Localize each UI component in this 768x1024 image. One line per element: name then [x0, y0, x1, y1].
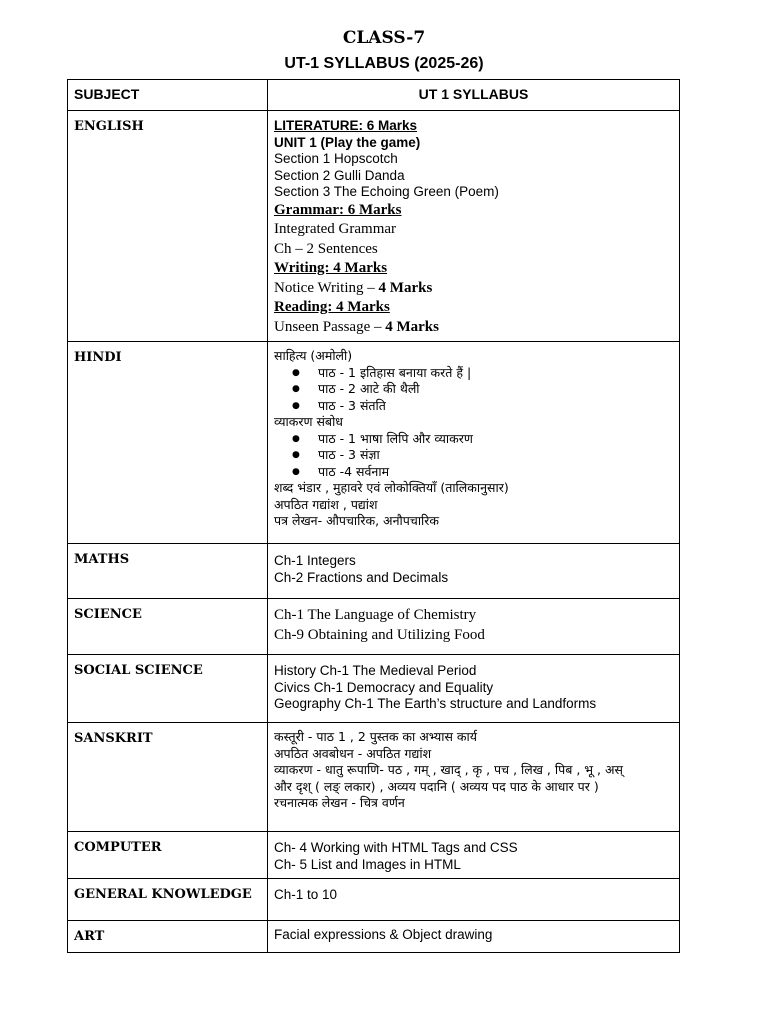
subject-english: ENGLISH	[68, 111, 268, 342]
list-item: Ch- 5 List and Images in HTML	[274, 856, 461, 872]
list-item: Integrated Grammar	[274, 221, 397, 237]
table-row-english	[68, 111, 680, 342]
hindi-grammar-heading: व्याकरण संबोध	[274, 414, 343, 429]
subject-maths: MATHS	[68, 544, 268, 599]
grammar-heading: Grammar: 6 Marks	[274, 201, 402, 218]
subject-computer: COMPUTER	[68, 832, 268, 879]
syllabus-computer	[268, 832, 680, 879]
subject-column-header: SUBJECT	[68, 80, 268, 111]
list-item: History Ch-1 The Medieval Period	[274, 663, 477, 678]
list-item: रचनात्मक लेखन - चित्र वर्णन	[274, 795, 405, 810]
syllabus-hindi	[268, 342, 680, 544]
reading-item: Unseen Passage –	[274, 318, 386, 335]
subject-sanskrit: SANSKRIT	[68, 723, 268, 832]
list-item: ● पाठ - 1 भाषा लिपि और व्याकरण	[318, 431, 673, 448]
list-item: Ch-1 to 10	[274, 887, 338, 902]
hindi-lit-heading: साहित्य (अमोली)	[274, 348, 353, 363]
writing-line	[274, 279, 673, 299]
syllabus-sanskrit	[268, 723, 680, 832]
subject-art: ART	[68, 921, 268, 953]
list-item: ● पाठ -4 सर्वनाम	[318, 464, 673, 481]
table-row-maths	[68, 544, 680, 599]
syllabus-title: UT-1 SYLLABUS (2025-26)	[284, 55, 484, 72]
subject-hindi: HINDI	[68, 342, 268, 544]
subject-general-knowledge: GENERAL KNOWLEDGE	[68, 879, 268, 921]
literature-heading: LITERATURE: 6 Marks	[274, 118, 418, 133]
list-item: Civics Ch-1 Democracy and Equality	[274, 679, 494, 695]
list-item: Section 1 Hopscotch	[274, 151, 398, 166]
table-row-science	[68, 599, 680, 655]
list-item: Facial expressions & Object drawing	[274, 927, 493, 942]
list-item: Ch – 2 Sentences	[274, 240, 378, 257]
hindi-line: शब्द भंडार , मुहावरे एवं लोकोक्तियाँ (तालिकानुसार)	[274, 480, 509, 495]
hindi-lit-list	[274, 365, 673, 415]
writing-heading: Writing: 4 Marks	[274, 260, 388, 276]
hindi-grammar-list	[274, 431, 673, 481]
syllabus-social-science	[268, 655, 680, 723]
list-item: और दृश् ( लङ् लकार) , अव्यय पदानि ( अव्यय पद पाठ के आधार पर )	[274, 778, 599, 794]
syllabus-maths	[268, 544, 680, 599]
list-item: ● पाठ - 3 संतति	[318, 398, 673, 415]
syllabus-art	[268, 921, 680, 953]
table-row-social-science	[68, 655, 680, 723]
table-row-art	[68, 921, 680, 953]
list-item: ● पाठ - 3 संज्ञा	[318, 447, 673, 464]
list-item: व्याकरण - धातु रूपाणि- पठ , गम् , खाद् , कृ , पच , लिख , पिब , भू , अस्	[274, 762, 623, 777]
list-item: Geography Ch-1 The Earth’s structure and Landforms	[274, 696, 597, 711]
list-item: Ch-1 The Language of Chemistry	[274, 607, 477, 623]
list-item: Ch-1 Integers	[274, 553, 356, 568]
table-row-computer	[68, 832, 680, 879]
list-item: ● पाठ - 2 आटे की थैली	[318, 381, 673, 398]
table-row-sanskrit	[68, 723, 680, 832]
syllabus-general-knowledge	[268, 879, 680, 921]
table-row-hindi	[68, 342, 680, 544]
list-item: Ch- 4 Working with HTML Tags and CSS	[274, 840, 518, 855]
list-item: ● पाठ - 1 इतिहास बनाया करते हैं |	[318, 365, 673, 382]
list-item: Section 3 The Echoing Green (Poem)	[274, 184, 499, 199]
syllabus-science	[268, 599, 680, 655]
syllabus-column-header: UT 1 SYLLABUS	[268, 80, 680, 111]
writing-item: Notice Writing –	[274, 279, 379, 296]
unit-heading: UNIT 1 (Play the game)	[274, 134, 421, 150]
syllabus-table	[67, 79, 680, 953]
list-item: कस्तूरी - पाठ 1 , 2 पुस्तक का अभ्यास कार्य	[274, 729, 477, 744]
reading-marks: 4 Marks	[385, 318, 439, 335]
reading-line	[274, 318, 673, 338]
hindi-line: पत्र लेखन- औपचारिक, अनौपचारिक	[274, 513, 440, 528]
writing-marks: 4 Marks	[378, 279, 433, 296]
hindi-line: अपठित गद्यांश , पद्यांश	[274, 496, 378, 512]
reading-heading: Reading: 4 Marks	[274, 299, 390, 315]
list-item: अपठित अवबोधन - अपठित गद्यांश	[274, 745, 432, 761]
class-title: CLASS-7	[342, 28, 426, 48]
list-item: Ch-9 Obtaining and Utilizing Food	[274, 626, 485, 643]
subject-science: SCIENCE	[68, 599, 268, 655]
syllabus-english	[268, 111, 680, 342]
table-row-general-knowledge	[68, 879, 680, 921]
list-item: Section 2 Gulli Danda	[274, 167, 405, 183]
list-item: Ch-2 Fractions and Decimals	[274, 569, 449, 585]
subject-social-science: SOCIAL SCIENCE	[68, 655, 268, 723]
table-header-row	[68, 80, 680, 111]
